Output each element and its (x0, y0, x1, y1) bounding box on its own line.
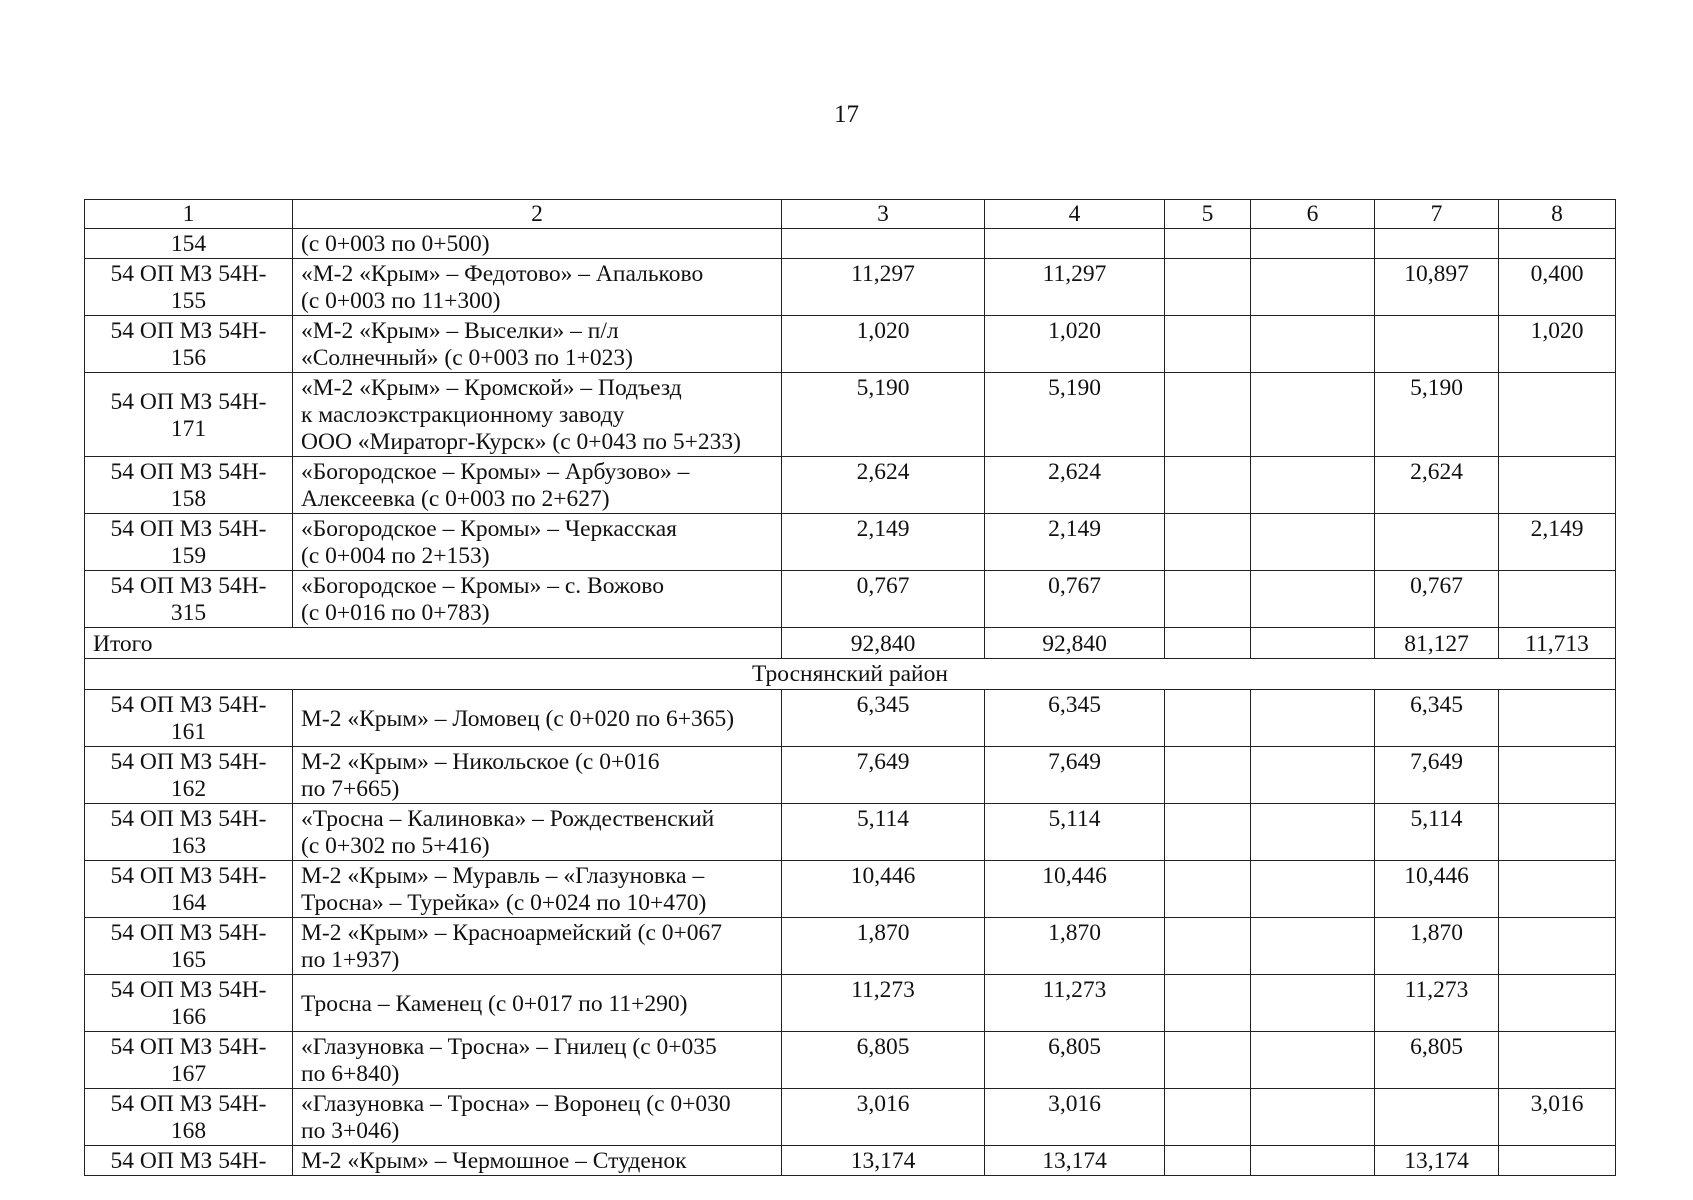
length-cell-8: 1,020 (1499, 316, 1616, 373)
length-cell-3: 2,149 (782, 514, 985, 571)
table-row (85, 1089, 1616, 1146)
road-code-cell (85, 1032, 293, 1089)
total-value-8: 11,713 (1499, 628, 1616, 659)
road-code-number: 155 (170, 288, 207, 314)
road-code-number: 163 (170, 833, 207, 859)
length-cell-4: 13,174 (985, 1146, 1165, 1176)
road-name-cell: Тросна – Каменец (с 0+017 по 11+290) (293, 975, 782, 1032)
length-cell-5 (1165, 1146, 1251, 1176)
length-cell-8 (1499, 918, 1616, 975)
length-cell-7 (1375, 1089, 1499, 1146)
section-heading-row (85, 659, 1616, 690)
length-cell-4: 11,273 (985, 975, 1165, 1032)
road-code-prefix: 54 ОП МЗ 54Н- (110, 692, 267, 718)
total-value-4: 92,840 (985, 628, 1165, 659)
table-body (85, 200, 1616, 1176)
road-name-cell: «Тросна – Калиновка» – Рождественский (с 0+302 по 5+416) (293, 804, 782, 861)
length-cell-6 (1251, 571, 1375, 628)
length-cell-5 (1165, 316, 1251, 373)
length-cell-3: 5,114 (782, 804, 985, 861)
table-row (85, 1146, 1616, 1176)
length-cell-8 (1499, 690, 1616, 747)
roads-table (84, 199, 1616, 1176)
road-name-cell: «Глазуновка – Тросна» – Гнилец (с 0+035 по 6+840) (293, 1032, 782, 1089)
page-number: 17 (834, 101, 859, 128)
length-cell-4: 2,149 (985, 514, 1165, 571)
road-code-cell (85, 457, 293, 514)
road-code-prefix: 54 ОП МЗ 54Н- (110, 516, 267, 542)
column-number-row (85, 200, 1616, 229)
length-cell-3: 5,190 (782, 373, 985, 457)
table-row (85, 571, 1616, 628)
table-row (85, 918, 1616, 975)
table-row (85, 747, 1616, 804)
length-cell-7: 6,345 (1375, 690, 1499, 747)
section-title: Троснянский район (85, 659, 1616, 690)
road-code-prefix: 54 ОП МЗ 54Н- (110, 749, 267, 775)
length-cell-6 (1251, 690, 1375, 747)
road-code-number: 154 (170, 231, 207, 257)
length-cell-4: 5,190 (985, 373, 1165, 457)
length-cell-6 (1251, 229, 1375, 259)
road-code-cell (85, 229, 293, 259)
road-code-number: 162 (170, 776, 207, 802)
column-number: 5 (1165, 200, 1251, 229)
length-cell-3: 3,016 (782, 1089, 985, 1146)
length-cell-8 (1499, 1146, 1616, 1176)
length-cell-5 (1165, 373, 1251, 457)
total-value-6 (1251, 628, 1375, 659)
length-cell-8: 2,149 (1499, 514, 1616, 571)
length-cell-5 (1165, 229, 1251, 259)
length-cell-3: 11,297 (782, 259, 985, 316)
length-cell-7 (1375, 229, 1499, 259)
road-code-prefix: 54 ОП МЗ 54Н- (110, 1148, 267, 1174)
column-number: 8 (1499, 200, 1616, 229)
total-value-5 (1165, 628, 1251, 659)
length-cell-3: 6,345 (782, 690, 985, 747)
length-cell-6 (1251, 1089, 1375, 1146)
road-code-cell (85, 259, 293, 316)
length-cell-5 (1165, 690, 1251, 747)
road-code-cell (85, 975, 293, 1032)
road-code-prefix: 54 ОП МЗ 54Н- (110, 920, 267, 946)
length-cell-7: 1,870 (1375, 918, 1499, 975)
table-row (85, 373, 1616, 457)
length-cell-7: 10,897 (1375, 259, 1499, 316)
table-row (85, 690, 1616, 747)
road-name-cell: «Богородское – Кромы» – Арбузово» – Алексеевка (с 0+003 по 2+627) (293, 457, 782, 514)
length-cell-5 (1165, 1089, 1251, 1146)
road-name-cell: «Богородское – Кромы» – с. Вожово (с 0+016 по 0+783) (293, 571, 782, 628)
road-code-cell (85, 861, 293, 918)
length-cell-8 (1499, 1032, 1616, 1089)
length-cell-6 (1251, 804, 1375, 861)
table-row (85, 316, 1616, 373)
length-cell-4: 11,297 (985, 259, 1165, 316)
road-code-prefix: 54 ОП МЗ 54Н- (110, 1034, 267, 1060)
table-row (85, 229, 1616, 259)
road-code-prefix: 54 ОП МЗ 54Н- (110, 863, 267, 889)
road-code-prefix: 54 ОП МЗ 54Н- (110, 261, 267, 287)
length-cell-6 (1251, 861, 1375, 918)
length-cell-5 (1165, 918, 1251, 975)
road-name-cell: «Глазуновка – Тросна» – Воронец (с 0+030 по 3+046) (293, 1089, 782, 1146)
column-number: 4 (985, 200, 1165, 229)
road-code-cell (85, 747, 293, 804)
road-code-cell (85, 316, 293, 373)
length-cell-8 (1499, 571, 1616, 628)
length-cell-8 (1499, 373, 1616, 457)
length-cell-4: 1,020 (985, 316, 1165, 373)
length-cell-7: 5,114 (1375, 804, 1499, 861)
total-row (85, 628, 1616, 659)
length-cell-4: 5,114 (985, 804, 1165, 861)
road-code-number: 166 (170, 1004, 207, 1030)
length-cell-6 (1251, 514, 1375, 571)
length-cell-7: 11,273 (1375, 975, 1499, 1032)
length-cell-7: 10,446 (1375, 861, 1499, 918)
road-code-number: 159 (170, 543, 207, 569)
road-name-cell: «М-2 «Крым» – Выселки» – п/л «Солнечный» (с 0+003 по 1+023) (293, 316, 782, 373)
length-cell-3: 6,805 (782, 1032, 985, 1089)
table-row (85, 457, 1616, 514)
road-code-cell (85, 571, 293, 628)
length-cell-8: 0,400 (1499, 259, 1616, 316)
road-code-prefix: 54 ОП МЗ 54Н- (110, 388, 267, 415)
length-cell-7 (1375, 316, 1499, 373)
table-row (85, 861, 1616, 918)
length-cell-6 (1251, 975, 1375, 1032)
road-name-cell: М-2 «Крым» – Муравль – «Глазуновка – Тросна» – Турейка» (с 0+024 по 10+470) (293, 861, 782, 918)
length-cell-3: 13,174 (782, 1146, 985, 1176)
length-cell-5 (1165, 457, 1251, 514)
road-name-cell: (с 0+003 по 0+500) (293, 229, 782, 259)
length-cell-5 (1165, 975, 1251, 1032)
column-number: 1 (85, 200, 293, 229)
length-cell-7: 6,805 (1375, 1032, 1499, 1089)
length-cell-7 (1375, 514, 1499, 571)
length-cell-3: 1,020 (782, 316, 985, 373)
length-cell-6 (1251, 1146, 1375, 1176)
length-cell-3: 2,624 (782, 457, 985, 514)
length-cell-4: 0,767 (985, 571, 1165, 628)
length-cell-6 (1251, 373, 1375, 457)
road-code-number: 158 (170, 486, 207, 512)
length-cell-8 (1499, 747, 1616, 804)
road-code-number: 315 (170, 600, 207, 626)
length-cell-8 (1499, 861, 1616, 918)
length-cell-4: 3,016 (985, 1089, 1165, 1146)
total-label: Итого (85, 628, 782, 659)
length-cell-5 (1165, 1032, 1251, 1089)
road-name-cell: «Богородское – Кромы» – Черкасская (с 0+004 по 2+153) (293, 514, 782, 571)
road-code-cell (85, 918, 293, 975)
length-cell-6 (1251, 747, 1375, 804)
length-cell-8 (1499, 457, 1616, 514)
length-cell-4: 1,870 (985, 918, 1165, 975)
length-cell-4: 6,805 (985, 1032, 1165, 1089)
road-code-prefix: 54 ОП МЗ 54Н- (110, 459, 267, 485)
road-code-number: 168 (170, 1118, 207, 1144)
length-cell-5 (1165, 514, 1251, 571)
road-code-prefix: 54 ОП МЗ 54Н- (110, 977, 267, 1003)
road-name-cell: М-2 «Крым» – Чермошное – Студенок (293, 1146, 782, 1176)
column-number: 7 (1375, 200, 1499, 229)
road-code-cell (85, 1089, 293, 1146)
column-number: 3 (782, 200, 985, 229)
road-code-cell (85, 1146, 293, 1176)
road-code-prefix: 54 ОП МЗ 54Н- (110, 806, 267, 832)
road-code-number: 165 (170, 947, 207, 973)
total-value-3: 92,840 (782, 628, 985, 659)
length-cell-6 (1251, 316, 1375, 373)
road-code-prefix: 54 ОП МЗ 54Н- (110, 1091, 267, 1117)
road-code-number: 164 (170, 890, 207, 916)
road-name-cell: М-2 «Крым» – Ломовец (с 0+020 по 6+365) (293, 690, 782, 747)
road-code-cell (85, 690, 293, 747)
length-cell-7: 5,190 (1375, 373, 1499, 457)
length-cell-4: 10,446 (985, 861, 1165, 918)
length-cell-5 (1165, 259, 1251, 316)
length-cell-4: 7,649 (985, 747, 1165, 804)
length-cell-3: 1,870 (782, 918, 985, 975)
length-cell-4: 6,345 (985, 690, 1165, 747)
length-cell-5 (1165, 804, 1251, 861)
length-cell-5 (1165, 571, 1251, 628)
length-cell-6 (1251, 457, 1375, 514)
road-code-prefix: 54 ОП МЗ 54Н- (110, 573, 267, 599)
length-cell-6 (1251, 1032, 1375, 1089)
length-cell-8 (1499, 804, 1616, 861)
table-row (85, 975, 1616, 1032)
road-code-cell (85, 514, 293, 571)
road-name-cell: «М-2 «Крым» – Федотово» – Апальково (с 0+003 по 11+300) (293, 259, 782, 316)
length-cell-3 (782, 229, 985, 259)
column-number: 2 (293, 200, 782, 229)
length-cell-5 (1165, 861, 1251, 918)
table-row (85, 804, 1616, 861)
length-cell-8 (1499, 975, 1616, 1032)
length-cell-7: 2,624 (1375, 457, 1499, 514)
table-row (85, 514, 1616, 571)
length-cell-5 (1165, 747, 1251, 804)
road-code-cell (85, 804, 293, 861)
road-name-cell: М-2 «Крым» – Красноармейский (с 0+067 по 1+937) (293, 918, 782, 975)
road-code-number: 167 (170, 1061, 207, 1087)
column-number: 6 (1251, 200, 1375, 229)
road-code-prefix: 54 ОП МЗ 54Н- (110, 318, 267, 344)
length-cell-4 (985, 229, 1165, 259)
length-cell-8: 3,016 (1499, 1089, 1616, 1146)
total-value-7: 81,127 (1375, 628, 1499, 659)
length-cell-3: 10,446 (782, 861, 985, 918)
length-cell-7: 0,767 (1375, 571, 1499, 628)
length-cell-7: 7,649 (1375, 747, 1499, 804)
length-cell-4: 2,624 (985, 457, 1165, 514)
road-code-number: 156 (170, 345, 207, 371)
road-code-number: 161 (170, 719, 207, 745)
road-name-cell: «М-2 «Крым» – Кромской» – Подъезд к маслоэкстракционному заводу ООО «Мираторг-Курск» (с 0+043 по 5+233) (293, 373, 782, 457)
table-row (85, 1032, 1616, 1089)
length-cell-3: 11,273 (782, 975, 985, 1032)
length-cell-3: 7,649 (782, 747, 985, 804)
road-name-cell: М-2 «Крым» – Никольское (с 0+016 по 7+665) (293, 747, 782, 804)
road-code-number: 171 (170, 415, 207, 442)
length-cell-8 (1499, 229, 1616, 259)
road-code-cell (85, 373, 293, 457)
length-cell-6 (1251, 259, 1375, 316)
length-cell-7: 13,174 (1375, 1146, 1499, 1176)
length-cell-6 (1251, 918, 1375, 975)
length-cell-3: 0,767 (782, 571, 985, 628)
table-row (85, 259, 1616, 316)
